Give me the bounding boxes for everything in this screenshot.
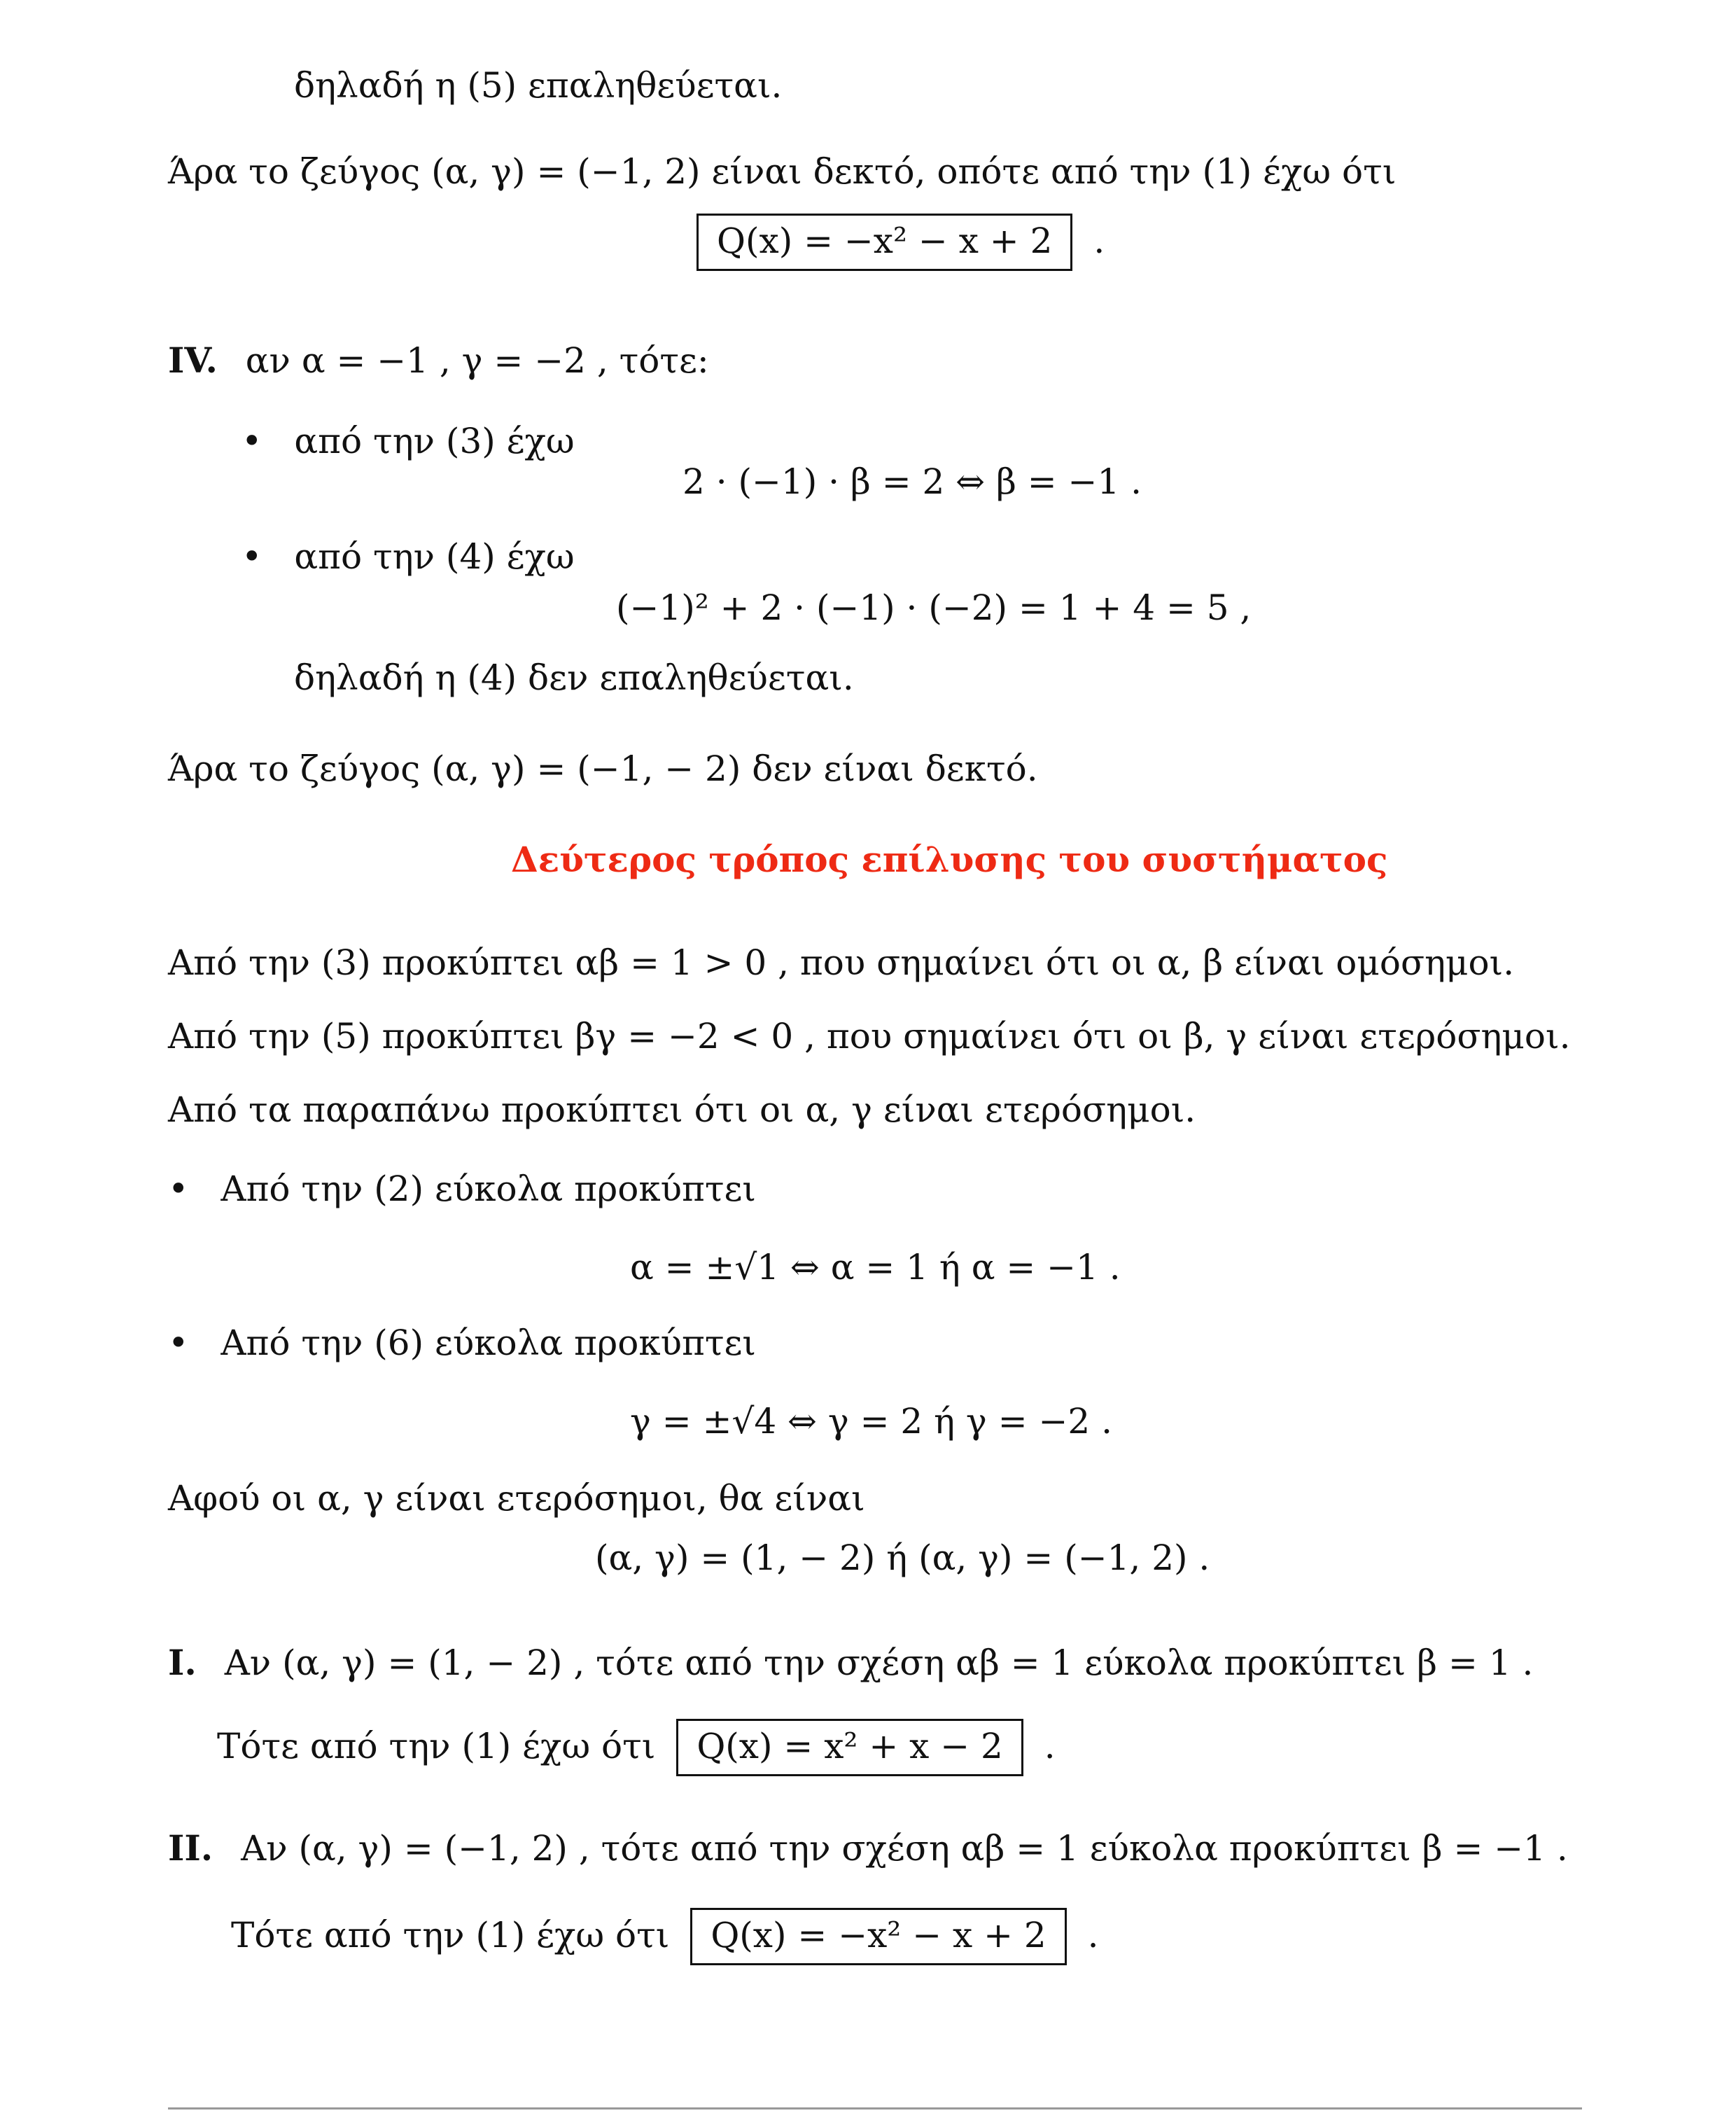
equation-alpha: α = ±√1 ⇔ α = 1 ή α = −1 . [630,1247,1121,1288]
equation-check-4: (−1)² + 2 · (−1) · (−2) = 1 + 4 = 5 , [616,587,1252,628]
case-text: Αν (α, γ) = (−1, 2) , τότε από την σχέση αβ = 1 εύκολα προκύπτει β = −1 . [241,1828,1568,1869]
footer-divider [168,2107,1582,2109]
paragraph-line: Από την (5) προκύπτει βγ = −2 < 0 , που σημαίνει ότι οι β, γ είναι ετερόσημοι. [168,1016,1571,1056]
result-intro: Τότε από την (1) έχω ότι [217,1726,656,1766]
bullet-item [168,1322,756,1364]
equation-pairs: (α, γ) = (1, − 2) ή (α, γ) = (−1, 2) . [595,1537,1210,1578]
period: . [1093,221,1105,261]
section-heading: Δεύτερος τρόπος επίλυσης του συστήματος [511,839,1388,880]
bullet-icon: • [241,421,262,461]
result-box: Q(x) = −x² − x + 2 [690,1908,1066,1965]
result-intro: Τότε από την (1) έχω ότι [231,1915,670,1955]
case-label: II. [168,1827,214,1869]
case-ii [168,1827,1568,1869]
case-i [168,1642,1533,1684]
period: . [1087,1915,1099,1955]
paragraph-line: Από την (3) προκύπτει αβ = 1 > 0 , που σημαίνει ότι οι α, β είναι ομόσημοι. [168,942,1515,983]
equation-beta: 2 · (−1) · β = 2 ⇔ β = −1 . [682,461,1142,502]
case-text: αν α = −1 , γ = −2 , τότε: [245,340,709,381]
bullet-icon: • [168,1323,189,1363]
bullet-item [241,536,575,578]
boxed-result-1 [696,214,1105,271]
bullet-text: από την (3) έχω [294,421,575,461]
equation-gamma: γ = ±√4 ⇔ γ = 2 ή γ = −2 . [630,1401,1112,1442]
verification-line-4: δηλαδή η (4) δεν επαληθεύεται. [294,657,854,698]
bullet-item [168,1168,756,1210]
paragraph-line: Αφού οι α, γ είναι ετερόσημοι, θα είναι [168,1478,865,1519]
result-box: Q(x) = x² + x − 2 [676,1719,1023,1776]
case-label: IV. [168,340,218,381]
paragraph-line: Από τα παραπάνω προκύπτει ότι οι α, γ είναι ετερόσημοι. [168,1089,1196,1130]
verification-line-5: δηλαδή η (5) επαληθεύεται. [294,65,783,106]
conclusion-pair-rejected: Άρα το ζεύγος (α, γ) = (−1, − 2) δεν είναι δεκτό. [168,748,1038,789]
bullet-icon: • [168,1169,189,1209]
case-label: I. [168,1642,197,1683]
conclusion-pair-accepted: Άρα το ζεύγος (α, γ) = (−1, 2) είναι δεκτό, οπότε από την (1) έχω ότι [168,151,1396,192]
bullet-icon: • [241,536,262,577]
bullet-item [241,420,575,462]
case-iv [168,340,709,382]
bullet-text: Από την (6) εύκολα προκύπτει [220,1323,757,1363]
bullet-text: από την (4) έχω [294,536,575,577]
boxed-result-2 [217,1719,1056,1776]
boxed-result-3 [231,1908,1099,1965]
period: . [1044,1726,1056,1766]
bullet-text: Από την (2) εύκολα προκύπτει [220,1169,757,1209]
result-box: Q(x) = −x² − x + 2 [696,214,1072,271]
case-text: Αν (α, γ) = (1, − 2) , τότε από την σχέση αβ = 1 εύκολα προκύπτει β = 1 . [224,1643,1534,1683]
